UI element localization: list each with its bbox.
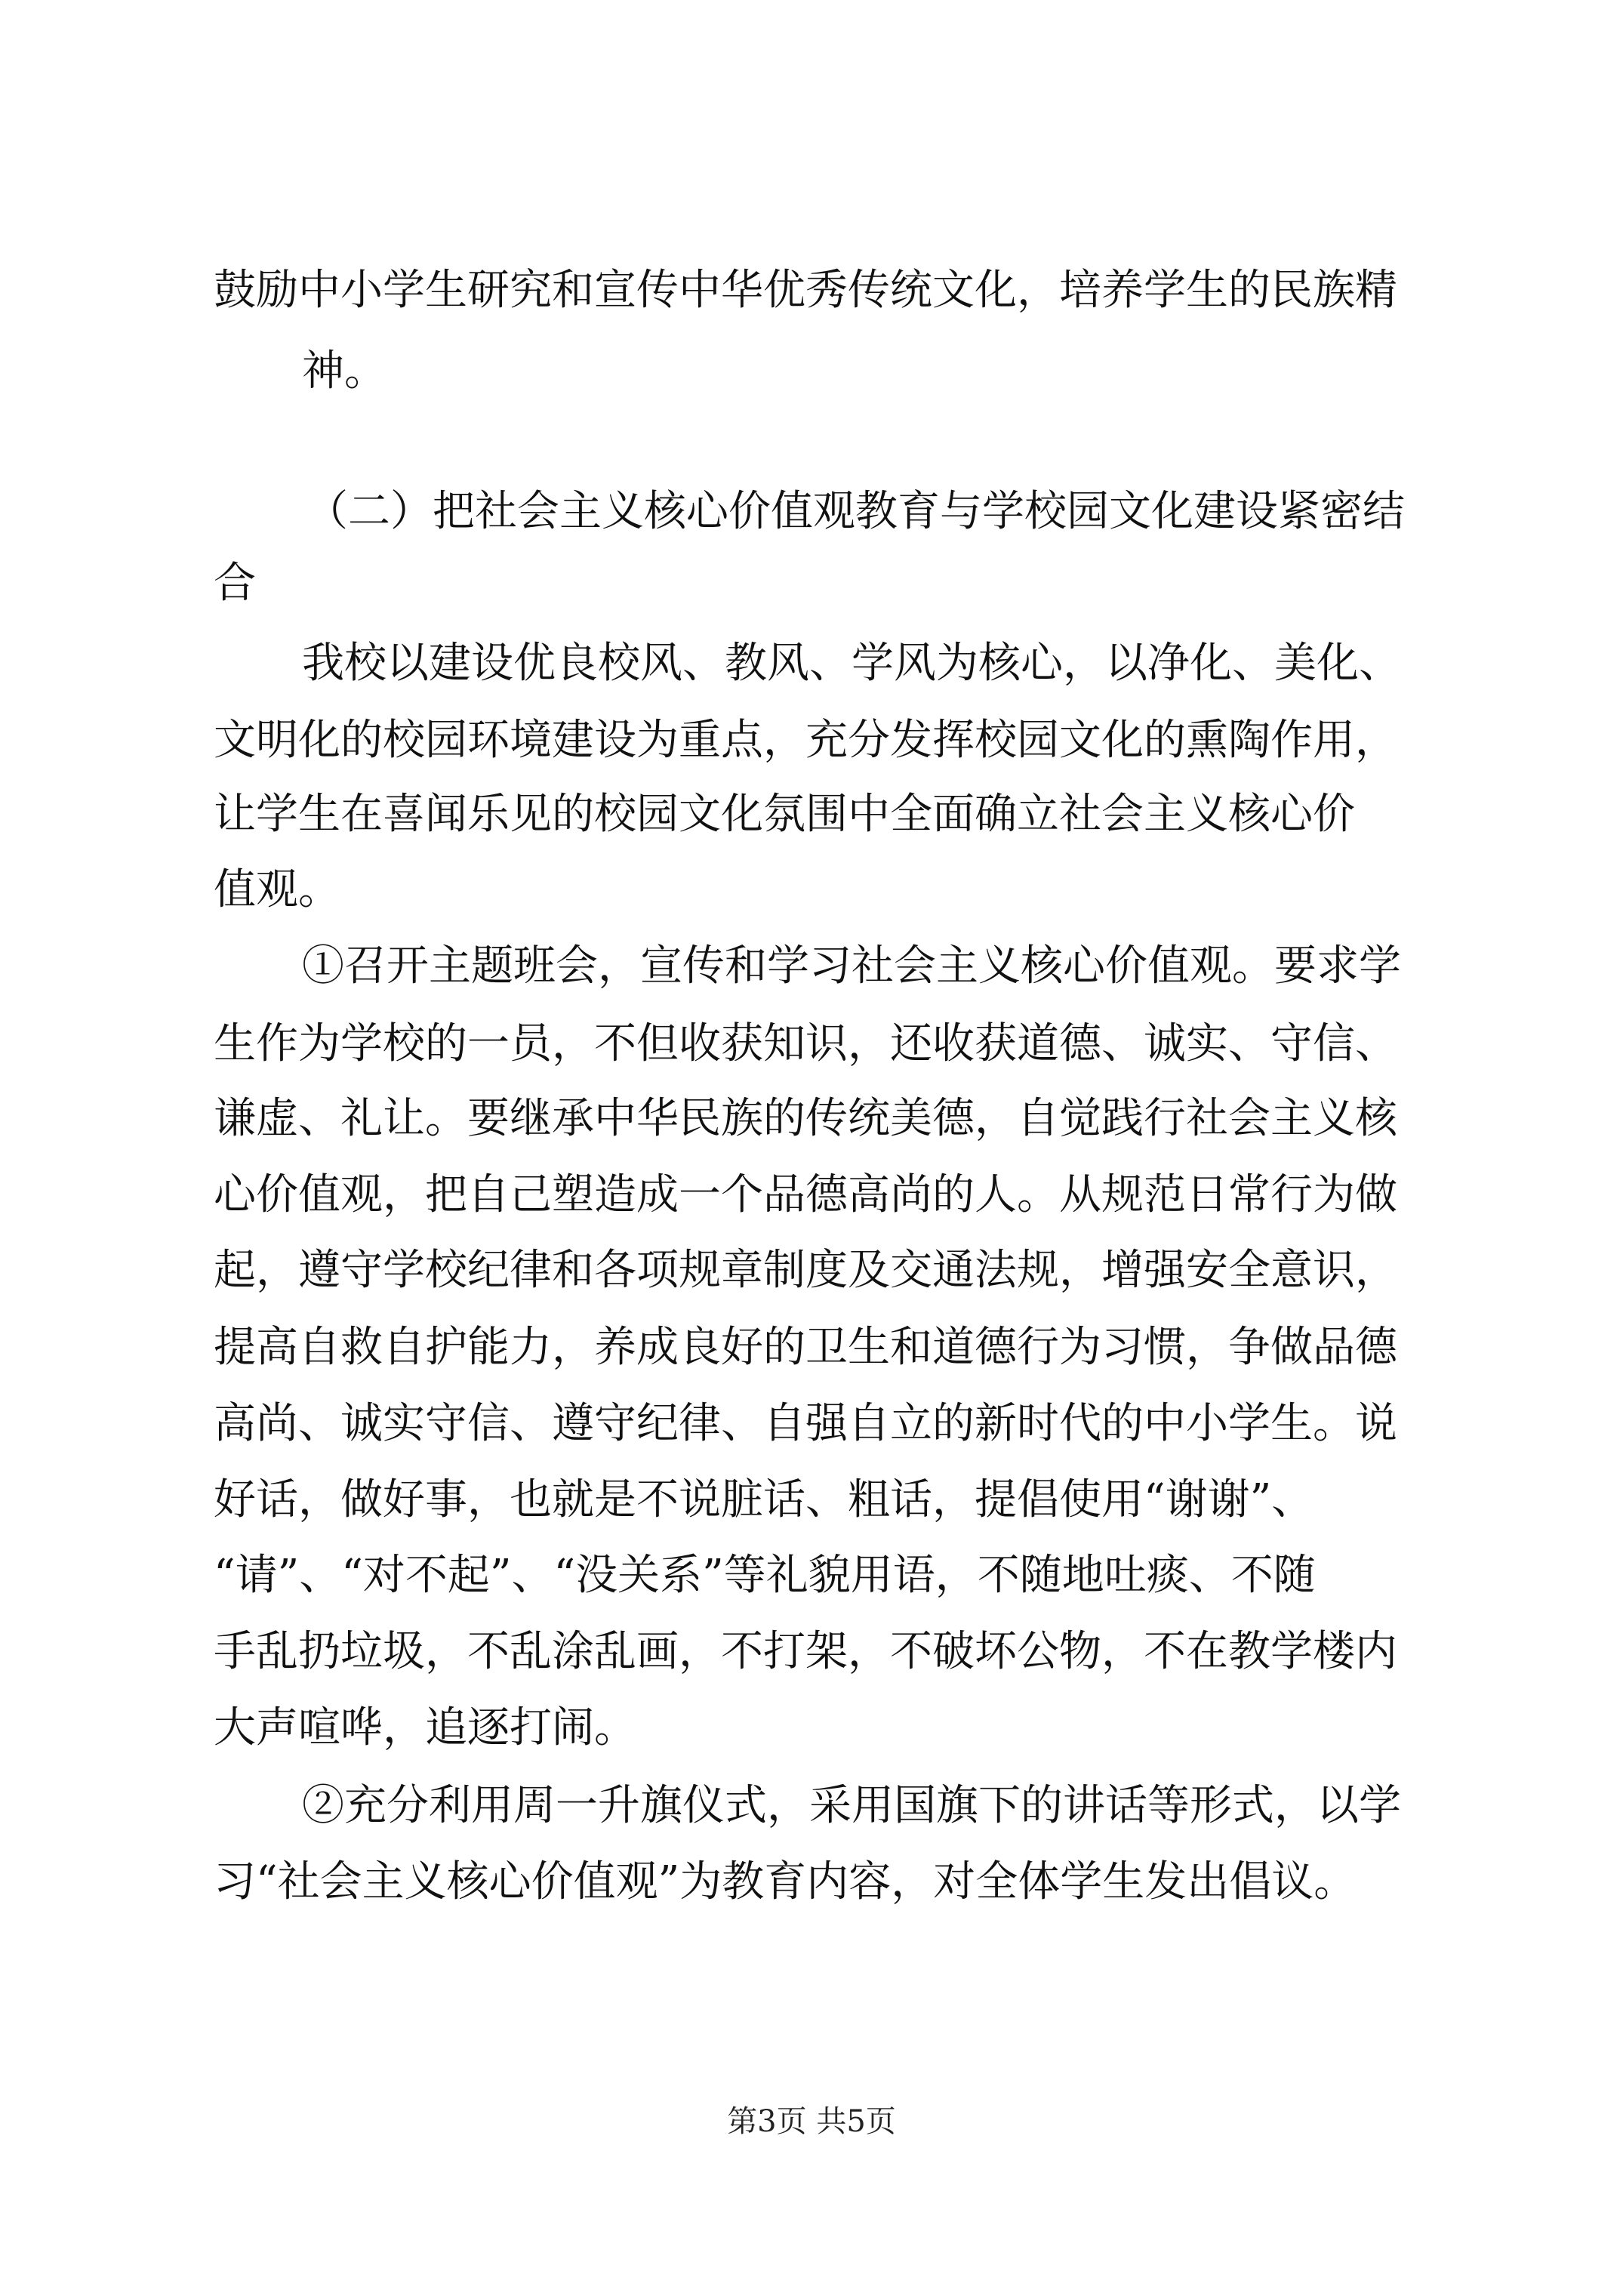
text-line: 手乱扔垃圾，不乱涂乱画，不打架，不破坏公物，不在教学楼内: [214, 1627, 1397, 1676]
text-line: 谦虚、礼让。要继承中华民族的传统美德，自觉践行社会主义核: [214, 1094, 1397, 1143]
text-line: 神。: [302, 347, 387, 396]
text-line: ①召开主题班会，宣传和学习社会主义核心价值观。要求学: [302, 942, 1401, 991]
text-line: ②充分利用周一升旗仪式，采用国旗下的讲话等形式，以学: [302, 1781, 1401, 1830]
text-line: 生作为学校的一员，不但收获知识，还收获道德、诚实、守信、: [214, 1019, 1397, 1068]
section-heading: （二）把社会主义核心价值观教育与学校园文化建设紧密结: [306, 487, 1405, 536]
page-footer: 第3页 共5页: [727, 2104, 896, 2139]
text-line: 心价值观，把自己塑造成一个品德高尚的人。从规范日常行为做: [214, 1170, 1397, 1219]
text-line: 大声喧哗，追逐打闹。: [214, 1703, 636, 1752]
text-line: 文明化的校园环境建设为重点，充分发挥校园文化的熏陶作用，: [214, 716, 1397, 765]
text-line: 让学生在喜闻乐见的校园文化氛围中全面确立社会主义核心价: [214, 790, 1355, 839]
text-line: 起，遵守学校纪律和各项规章制度及交通法规，增强安全意识，: [214, 1246, 1397, 1295]
text-line: “请”、“对不起”、“没关系”等礼貌用语，不随地吐痰、不随: [214, 1551, 1316, 1600]
text-line: 好话，做好事，也就是不说脏话、粗话，提倡使用“谢谢”、: [214, 1475, 1314, 1524]
text-line: 习“社会主义核心价值观”为教育内容，对全体学生发出倡议。: [214, 1857, 1357, 1906]
section-heading-continuation: 合: [214, 559, 256, 608]
text-line: 提高自救自护能力，养成良好的卫生和道德行为习惯，争做品德: [214, 1323, 1397, 1372]
text-line: 高尚、诚实守信、遵守纪律、自强自立的新时代的中小学生。说: [214, 1399, 1397, 1448]
text-line: 值观。: [214, 865, 340, 914]
text-line: 我校以建设优良校风、教风、学风为核心，以净化、美化、: [302, 639, 1401, 688]
text-line: 鼓励中小学生研究和宣传中华优秀传统文化，培养学生的民族精: [214, 266, 1397, 315]
